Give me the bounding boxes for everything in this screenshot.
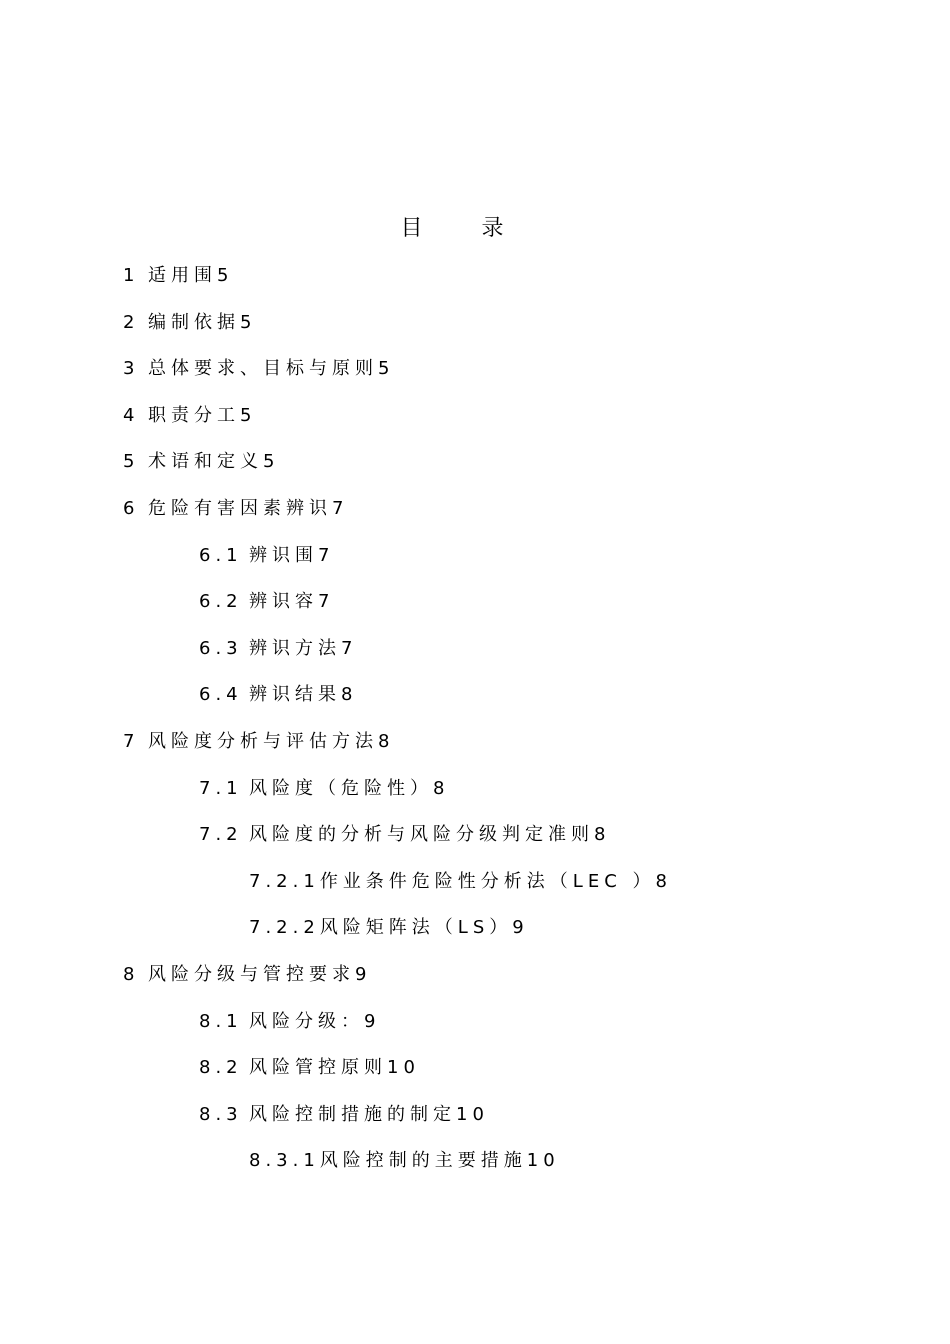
toc-entry[interactable]: [0, 492, 950, 539]
toc-entry-number: 7: [123, 730, 140, 752]
toc-entry-text: 风险管控原则10: [249, 1057, 420, 1079]
toc-entry-number: 7.2: [199, 824, 243, 846]
toc-entry-number: 8.3: [199, 1103, 243, 1125]
toc-entry-number: 6.2: [199, 591, 243, 613]
toc-entry-number: 6.1: [199, 544, 243, 566]
toc-entry[interactable]: [0, 259, 950, 306]
toc-entry-number: 6.4: [199, 684, 243, 706]
toc-entry-number: 2: [123, 311, 140, 333]
toc-entry[interactable]: [0, 399, 950, 446]
toc-entry-text: 辨识方法7: [249, 637, 358, 659]
toc-entry-text: 作业条件危险性分析法（LEC ）8: [319, 870, 672, 892]
toc-entry-number: 1: [123, 265, 140, 286]
toc-entry[interactable]: [0, 818, 950, 865]
toc-entry-number: 8: [123, 963, 140, 985]
toc-entry-text: 风险度分析与评估方法8: [148, 730, 395, 752]
toc-entry-text: 辨识容7: [249, 591, 335, 613]
toc-entry[interactable]: [0, 865, 950, 912]
toc-entry-text: 风险矩阵法（LS）9: [319, 917, 529, 939]
toc-entry-text: 风险控制的主要措施10: [319, 1150, 560, 1172]
toc-entry-number: 8.1: [199, 1010, 243, 1032]
toc-entry-number: 3: [123, 358, 140, 380]
toc-entry-text: 术语和定义5: [148, 451, 280, 473]
toc-entry[interactable]: [0, 1005, 950, 1052]
toc-entry-number: 6.3: [199, 637, 243, 659]
toc-entry-text: 风险分级与管控要求9: [148, 963, 372, 985]
toc-entry[interactable]: [0, 352, 950, 399]
toc-entry[interactable]: [0, 772, 950, 819]
toc-entry[interactable]: [0, 306, 950, 353]
toc-entry-text: 辨识结果8: [249, 684, 358, 706]
toc-entry[interactable]: [0, 632, 950, 679]
toc-list: [0, 259, 950, 1191]
toc-entry-number: 5: [123, 451, 140, 473]
toc-entry[interactable]: [0, 678, 950, 725]
toc-entry-text: 风险分级：9: [249, 1010, 381, 1032]
toc-entry[interactable]: [0, 1144, 950, 1191]
toc-entry[interactable]: [0, 958, 950, 1005]
toc-entry-text: 职责分工5: [148, 404, 257, 426]
toc-entry-text: 危险有害因素辨识7: [148, 497, 349, 519]
toc-entry[interactable]: [0, 1051, 950, 1098]
toc-entry[interactable]: [0, 445, 950, 492]
toc-entry[interactable]: [0, 725, 950, 772]
toc-entry-text: 风险度（危险性）8: [249, 777, 450, 799]
toc-entry-number: 4: [123, 404, 140, 426]
toc-entry-text: 风险度的分析与风险分级判定准则8: [249, 824, 611, 846]
toc-entry-number: 7.1: [199, 777, 243, 799]
toc-entry-number: 8.2: [199, 1057, 243, 1079]
toc-entry-text: 适用围5: [148, 265, 234, 286]
toc-entry[interactable]: [0, 1098, 950, 1145]
toc-entry[interactable]: [0, 911, 950, 958]
toc-entry[interactable]: [0, 539, 950, 586]
toc-entry[interactable]: [0, 585, 950, 632]
toc-entry-text: 风险控制措施的制定10: [249, 1103, 489, 1125]
toc-entry-number: 7.2.1: [249, 870, 320, 892]
toc-entry-number: 7.2.2: [249, 917, 320, 939]
toc-entry-number: 6: [123, 497, 140, 519]
toc-title: 目 录: [400, 216, 530, 241]
toc-entry-number: 8.3.1: [249, 1150, 320, 1172]
toc-entry-text: 编制依据5: [148, 311, 257, 333]
toc-entry-text: 辨识围7: [249, 544, 335, 566]
toc-entry-text: 总体要求、目标与原则5: [148, 358, 395, 380]
